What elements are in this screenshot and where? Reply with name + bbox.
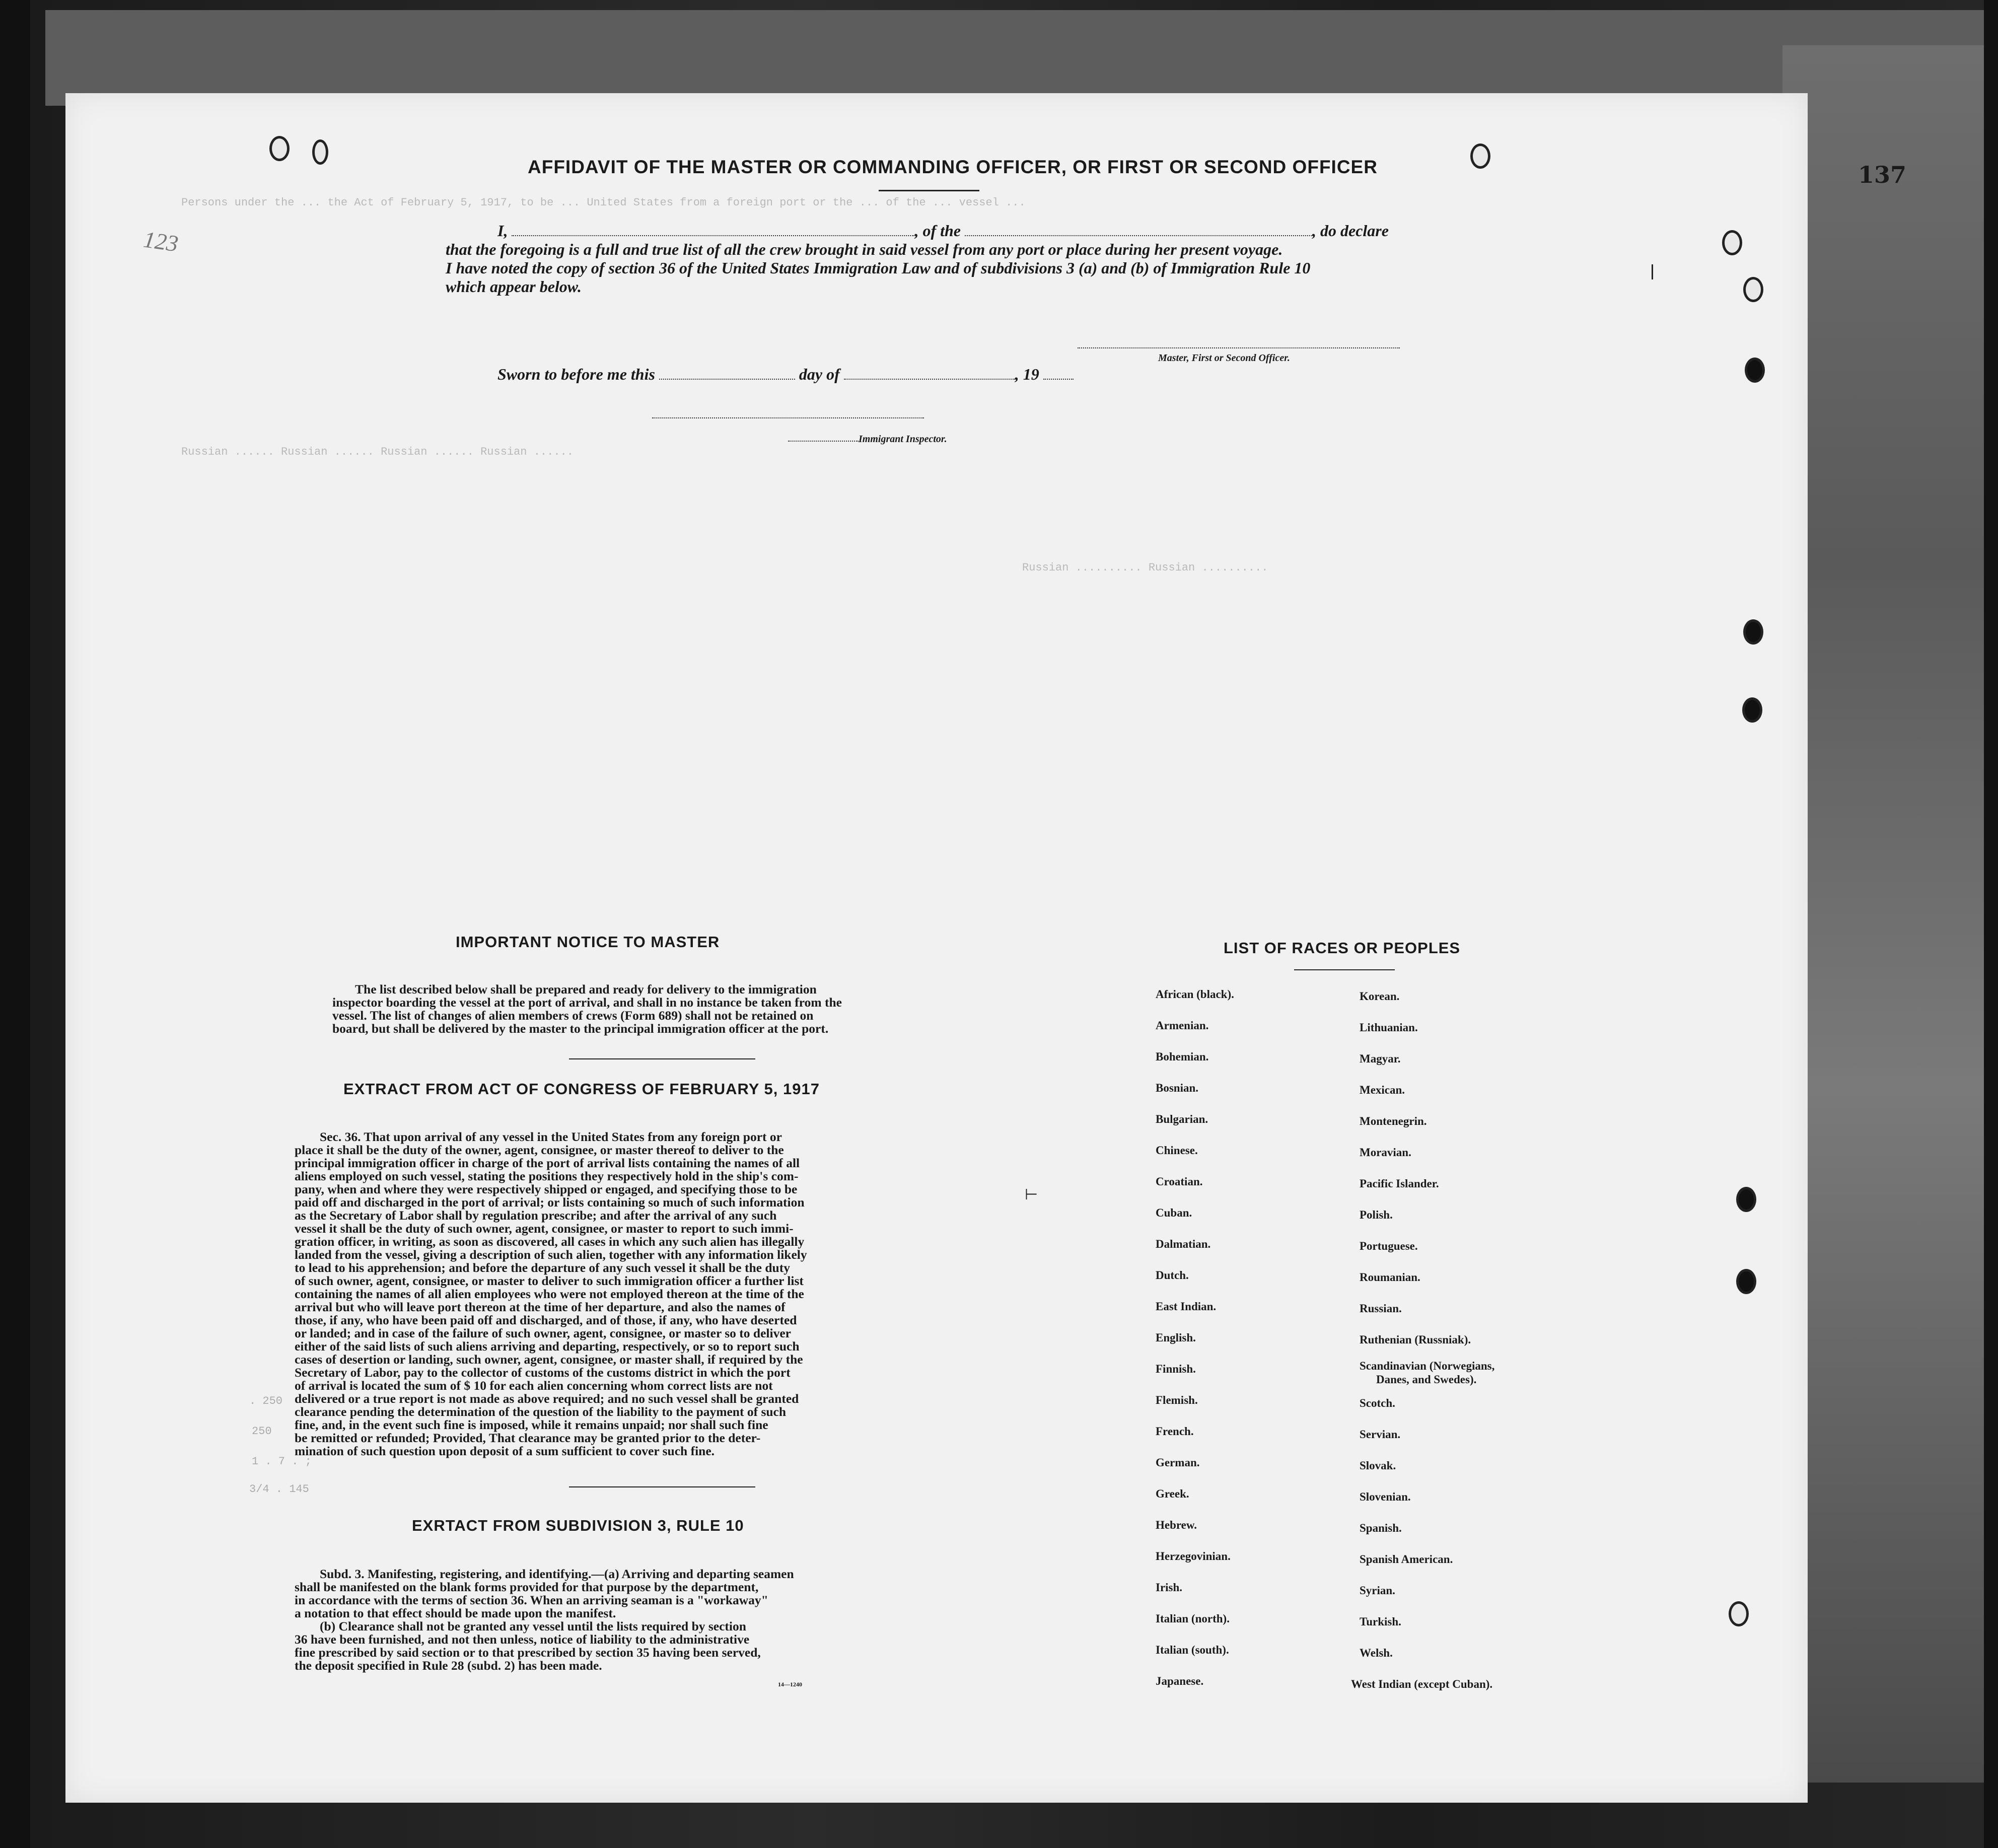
act-line: clearance pending the determination of the question of the liability to the payment of such [295,1404,787,1419]
act-line: delivered or a true report is not made as above required; and no such vessel shall be granted [295,1391,799,1406]
race-item: Montenegrin. [1360,1115,1427,1127]
act-extract-title: EXTRACT FROM ACT OF CONGRESS OF FEBRUARY 5, 1917 [343,1080,820,1098]
bleed-through-number: 3/4 . 145 [249,1483,309,1496]
race-item: Ruthenian (Russniak). [1360,1333,1471,1346]
sworn-prefix: Sworn to before me this [497,365,655,383]
race-item: Irish. [1156,1581,1183,1594]
section-divider [569,1058,755,1059]
race-item: Lithuanian. [1360,1021,1418,1034]
inspector-signature-field[interactable] [652,417,924,418]
punch-hole-icon [1742,697,1762,723]
race-item: Roumanian. [1360,1271,1420,1284]
notice-title: IMPORTANT NOTICE TO MASTER [456,933,720,951]
affidavit-title: AFFIDAVIT OF THE MASTER OR COMMANDING OFFICER, OR FIRST OR SECOND OFFICER [528,157,1378,177]
race-item: Korean. [1360,990,1400,1003]
race-item: Danes, and Swedes). [1376,1373,1477,1386]
act-line: fine, and, in the event such fine is imposed, while it remains unpaid; nor shall such fine [295,1417,768,1432]
punch-hole-icon [1722,230,1742,255]
rule-extract-body [295,1568,939,1672]
punch-hole-icon [1743,619,1763,645]
act-line: vessel it shall be the duty of such owner, agent, consignee, or master to report to such immi- [295,1221,794,1236]
race-item: English. [1156,1331,1196,1344]
underlying-sheet-top [45,10,1984,106]
affidavit-do-declare: , do declare [1312,222,1389,240]
bleed-through-number: 1 . 7 . ; [252,1455,312,1468]
punch-hole-icon [312,139,328,165]
race-item: Dalmatian. [1156,1238,1211,1250]
officer-name-field[interactable] [512,222,914,236]
races-title: LIST OF RACES OR PEOPLES [1224,939,1461,957]
notice-line: inspector boarding the vessel at the port of arrival, and shall in no instance be taken from the [332,995,842,1010]
race-item: French. [1156,1425,1194,1438]
notice-body [332,983,948,1035]
punch-hole-icon [1745,358,1765,383]
act-line: principal immigration officer in charge of the port of arrival lists containing the names of all [295,1156,800,1170]
stray-mark: ⊢ [1025,1186,1038,1203]
vessel-name-field[interactable] [965,222,1312,236]
race-item: Servian. [1360,1428,1401,1441]
race-item: German. [1156,1456,1200,1469]
race-item: Dutch. [1156,1269,1189,1282]
race-item: Scotch. [1360,1397,1395,1409]
act-line: of arrival is located the sum of $ 10 for each alien concerning whom correct lists are not [295,1378,773,1393]
race-item: West Indian (except Cuban). [1351,1678,1493,1690]
act-line: cases of desertion or landing, such owner, agent, consignee, or master shall, if required by the [295,1352,803,1367]
race-item: Turkish. [1360,1615,1401,1628]
affidavit-i: I, [497,222,508,240]
act-line: gration officer, in writing, as soon as discovered, all cases in which any such alien has illegally [295,1234,805,1249]
punch-hole-icon [1736,1187,1756,1212]
race-item: Greek. [1156,1487,1189,1500]
act-line: Secretary of Labor, pay to the collector of customs of the customs district in which the port [295,1365,791,1380]
act-line: aliens employed on such vessel, stating the positions they respectively hold in the ship's com- [295,1169,799,1183]
punch-hole-icon [1729,1601,1749,1626]
race-item: Croatian. [1156,1175,1203,1188]
race-item: Slovenian. [1360,1490,1411,1503]
act-extract-body [295,1130,939,1458]
sworn-year-field[interactable] [1043,366,1074,380]
rule-line: a notation to that effect should be made upon the manifest. [295,1606,616,1620]
sworn-year-prefix: , 19 [1015,365,1039,383]
rule-line: (b) Clearance shall not be granted any vessel until the lists required by section [320,1619,746,1633]
inspector-caption-lead [788,441,859,442]
page-number: 137 [1858,161,1907,188]
margin-handwritten-number: 123 [141,226,180,257]
sworn-day-field[interactable] [659,366,795,380]
act-line: paid off and discharged in the port of arrival; or lists containing so much of such information [295,1195,805,1210]
affidavit-of-the: , of the [914,222,961,240]
race-item: Japanese. [1156,1675,1204,1687]
punch-hole-icon [1743,277,1763,302]
rule-line: shall be manifested on the blank forms provided for that purpose by the department, [295,1580,759,1594]
sworn-month-field[interactable] [844,366,1015,380]
rule-line: the deposit specified in Rule 28 (subd. 2) has been made. [295,1658,602,1673]
race-item: Scandinavian (Norwegians, [1360,1360,1495,1372]
race-item: Italian (north). [1156,1612,1230,1625]
race-item: Cuban. [1156,1206,1192,1219]
bleed-through-text: Russian ...... Russian ...... Russian ...... Russian ...... [181,446,574,458]
punch-hole-icon [1470,144,1490,169]
race-item: Polish. [1360,1209,1393,1221]
bleed-through-text: Russian .......... Russian .......... [1022,561,1268,574]
race-item: Chinese. [1156,1144,1198,1157]
bleed-through-number: 250 [252,1425,272,1438]
act-line: those, if any, who have been paid off and discharged, and of those, if any, who have deserted [295,1313,797,1327]
race-item: Welsh. [1360,1647,1393,1659]
race-item: Bulgarian. [1156,1113,1208,1125]
notice-line: board, but shall be delivered by the master to the principal immigration officer at the port. [332,1021,829,1036]
title-underline [879,190,979,191]
act-line: be remitted or refunded; Provided, That clearance may be granted prior to the deter- [295,1431,761,1445]
race-item: Bohemian. [1156,1050,1209,1063]
notice-line: vessel. The list of changes of alien members of crews (Form 689) shall not be retained on [332,1008,814,1023]
races-title-underline [1294,969,1395,970]
race-item: Italian (south). [1156,1644,1229,1656]
signature-caption: Master, First or Second Officer. [1158,352,1290,364]
race-item: Armenian. [1156,1019,1209,1032]
act-line: pany, when and where they were respectively shipped or engaged, and specifying those to be [295,1182,798,1196]
sworn-line [497,365,1074,384]
affidavit-line-4: which appear below. [446,277,582,296]
race-item: Mexican. [1360,1084,1405,1096]
act-line: to lead to his apprehension; and before the departure of any such vessel it shall be the duty [295,1260,790,1275]
punch-hole-icon [269,136,290,161]
affidavit-line-1 [497,222,1389,240]
race-item: Russian. [1360,1302,1402,1315]
section-divider [569,1486,755,1487]
race-item: Syrian. [1360,1584,1395,1597]
act-line: arrival but who will leave port thereon at the time of her departure, and also the names of [295,1300,786,1314]
act-line: landed from the vessel, giving a description of such alien, together with any information likely [295,1247,807,1262]
race-item: Finnish. [1156,1363,1196,1375]
manifest-page [65,93,1907,1803]
act-line: containing the names of all alien employees who were not employed thereon at the time of the [295,1287,804,1301]
act-line: mination of such question upon deposit of a sum sufficient to cover such fine. [295,1444,715,1458]
act-line: or landed; and in case of the failure of such owner, agent, consignee, or master so to deliver [295,1326,791,1340]
bleed-through-number: . 250 [249,1395,283,1407]
race-item: African (black). [1156,988,1234,1001]
rule-extract-title: EXRTACT FROM SUBDIVISION 3, RULE 10 [412,1517,744,1534]
race-item: Portuguese. [1360,1240,1418,1252]
form-code: 14—1240 [778,1681,802,1688]
act-line: place it shall be the duty of the owner, agent, consignee, or master thereof to deliver to the [295,1143,784,1157]
race-item: Pacific Islander. [1360,1177,1439,1190]
race-item: Herzegovinian. [1156,1550,1231,1562]
rule-line: fine prescribed by said section or to that prescribed by section 35 having been served, [295,1645,761,1660]
affidavit-line-2: that the foregoing is a full and true list of all the crew brought in said vessel from any port or place during her present voyage. [446,240,1283,258]
act-line: as the Secretary of Labor shall by regulation prescribe; and after the arrival of any such [295,1208,777,1223]
race-item: Spanish American. [1360,1553,1453,1566]
act-line: of such owner, agent, consignee, or master to deliver to such immigration officer a further list [295,1273,804,1288]
race-item: Slovak. [1360,1459,1396,1472]
race-item: Spanish. [1360,1522,1402,1534]
underlying-sheet-right [1782,45,1984,1783]
notice-line: The list described below shall be prepared and ready for delivery to the immigration [355,982,817,997]
race-item: Magyar. [1360,1052,1401,1065]
race-item: East Indian. [1156,1300,1217,1313]
race-item: Hebrew. [1156,1519,1197,1531]
race-item: Moravian. [1360,1146,1411,1159]
bleed-through-text: Persons under the ... the Act of February 5, 1917, to be ... United States from a foreign port or the ... of the ... vessel ... [181,196,1026,209]
affidavit-line-3: I have noted the copy of section 36 of the United States Immigration Law and of subdivisions 3 (a) and (b) of Immigration Rule 10 [446,259,1311,277]
race-item: Flemish. [1156,1394,1198,1406]
officer-signature-field[interactable] [1078,347,1400,348]
act-line: either of the said lists of such aliens arriving and departing, respectively, or so to report such [295,1339,800,1354]
race-item: Bosnian. [1156,1082,1199,1094]
rule-line: in accordance with the terms of section 36. When an arriving seaman is a "workaway" [295,1593,768,1607]
inspector-caption: Immigrant Inspector. [859,434,947,445]
sworn-day-of: day of [799,365,840,383]
rule-line: Subd. 3. Manifesting, registering, and identifying.—(a) Arriving and departing seamen [320,1567,794,1581]
margin-tick [1652,264,1653,279]
act-line: Sec. 36. That upon arrival of any vessel in the United States from any foreign port or [320,1129,782,1144]
rule-line: 36 have been furnished, and not then unless, notice of liability to the administrative [295,1632,750,1647]
punch-hole-icon [1736,1269,1756,1294]
